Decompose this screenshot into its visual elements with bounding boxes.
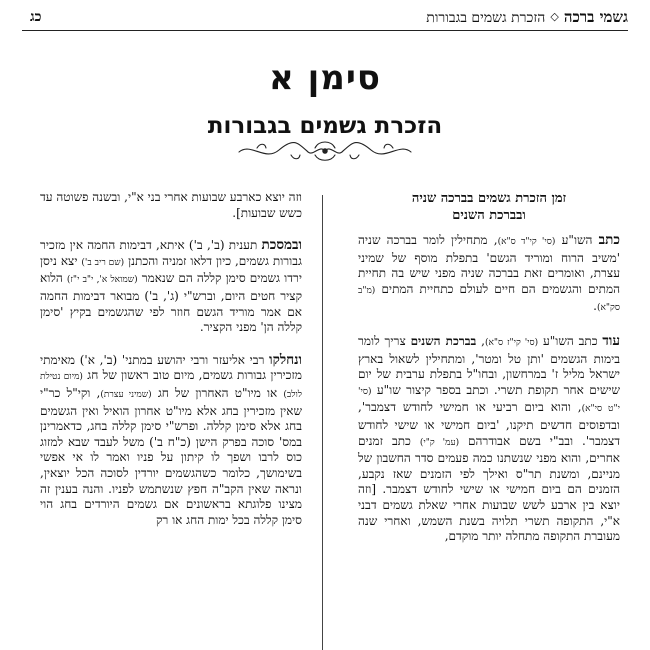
source-reference: (שמיני עצרת) <box>100 389 152 400</box>
paragraph-lead: עוד <box>602 332 620 349</box>
left-column <box>40 190 302 528</box>
paragraph-text: יצא ניסן ירדו גשמים סימן קללה הם שנאמר <box>40 253 303 286</box>
paragraph-lead: ונחלקו <box>269 351 302 368</box>
paragraph <box>40 353 302 529</box>
running-header-title <box>426 8 628 27</box>
paragraph-text: צריך לומר בימות הגשמים 'ותן טל ומטר', ומתחילין לשאול בארץ ישראל מליל ז' במרחשון, ובחו"ל בתפלת ערבית של יום שישים אחר תקופת תשרי. וכתב בספר קיצור שו"ע <box>358 333 620 397</box>
paragraph-text: כתב זמנים אחרים, והוא מפני שנשתנו כמה פעמים סדר החשבון של מניינם, ומשנת תר"ס ואילך לפי הזמנים שאז נקבע, הזמנים הם ביום חמישי או שישי לחודש דצמבר. [וזה יוצא בין ארבע לשש שבועות אחרי שאלת גשמים דבני א"י, התקופה תשרי תלויה בשנת השמש, ואחרי שנה מעוברת התקופה מתחלה יותר מוקדם, <box>358 433 620 544</box>
paragraph <box>40 238 302 336</box>
source-reference: (מיום נטילת לולב) <box>40 372 302 400</box>
paragraph-text: השו"ע <box>555 233 599 247</box>
source-reference: (סי' י"ט סי"א) <box>358 386 620 415</box>
paragraph-text: תענית (ב', ב') איתא, דבימות החמה אין מזכיר גבורות גשמים, כיון דלאו זמניה והכתנן <box>40 238 302 268</box>
paragraph-text: . <box>593 299 597 314</box>
paragraph <box>358 334 620 545</box>
diamond-icon: ◇ <box>550 10 559 23</box>
ornament-divider-icon <box>235 136 415 166</box>
source-reference: (סי' קי"ד ס"א) <box>497 237 556 247</box>
section-heading: זמן הזכרת גשמים בברכה שניה <box>411 191 567 206</box>
paragraph-continuation: וזה יוצא כארבע שבועות אחרי בני א"י, ובשנה פשוטה עד כשש שבועות]. <box>40 190 302 220</box>
running-header <box>22 6 628 28</box>
paragraph-text: , <box>476 333 485 348</box>
paragraph-lead: כתב <box>598 232 620 248</box>
paragraph-text: או מיו"ט האחרון של חג <box>151 385 284 400</box>
paragraph-text: , והוא ביום רביעי או חמישי לחודש דצמבר', ובדפוסים חדשים תיקנו, 'ביום חמישי או שישי לחודש דצמבר'. ובב"י בשם אבודרהם <box>358 400 621 448</box>
right-column <box>358 190 620 545</box>
source-reference: (עמ' ק"י) <box>419 437 460 448</box>
chapter-title: הזכרת גשמים בגבורות <box>426 10 546 26</box>
section-heading-line-2: ובברכת השנים <box>452 208 526 223</box>
column-divider <box>322 195 323 650</box>
source-reference: (סי' קי"ז ס"א) <box>484 337 539 348</box>
paragraph-text: , מתחילין לומר בברכה שניה 'משיב הרוח ומוריד הגשם' בתפלת מוסף של שמיני עצרת, ואומרים זאת בברכה שניה מפני שיש בה תחיית המתים והגשמים הם חיים לעולם כתחיית המתים <box>358 233 620 296</box>
paragraph-text: כתב השו"ע <box>538 333 603 348</box>
paragraph-text: רבי אליעזר ורבי יהושע במתני' (ב', א') מאימתי מזכירין גבורות גשמים, מיום טוב ראשון של חג <box>40 352 302 383</box>
header-rule <box>22 30 628 31</box>
book-title: גשמי ברכה <box>563 8 628 26</box>
source-reference: (שם ריב ב') <box>81 257 125 268</box>
paragraph-lead: ובמסכת <box>261 237 302 254</box>
inline-heading: בברכת השנים <box>410 333 477 348</box>
paragraph-text: , וקי"ל כר"י שאין מזכירין בחג אלא מיו"ט אחרון הואיל ואין הגשמים בחג אלא סימן קללה. ופרש"י סימן קללה בחג, כדאמרינן במס' סוכה בפרק הישן (כ"ח ב') משל לעבד שבא למזוג כוס לרבו ושפך לו קיתון על פניו ואמר לו אי אפשי בשימושך, כלומר כשהגשמים יורדין לסוכה הכל יוצאין, ונראה שאין הקב"ה חפץ שנשתמש לפניו. והנה בענין זה מצינו פלוגתא בראשונים אם גשמים היורדים בחג הוי סימן קללה בכל ימות החג או רק <box>40 385 302 527</box>
page-number: כג <box>30 9 42 25</box>
source-reference: (מ"ב סק"א) <box>358 285 620 314</box>
siman-heading: סימן א <box>269 58 381 98</box>
topic-heading: הזכרת גשמים בגבורות <box>207 113 443 139</box>
paragraph <box>358 233 620 317</box>
source-reference: (שמואל א', י"ב י"ז) <box>66 275 138 286</box>
paragraph-text: הלוא קציר חטים היום, וברש"י (ג', ב') מבואר דבימות החמה אם אמר מוריד הגשם חוזר לפי שהגשמים בקיץ 'סימן קללה הן' מפני הקציר. <box>40 271 302 335</box>
